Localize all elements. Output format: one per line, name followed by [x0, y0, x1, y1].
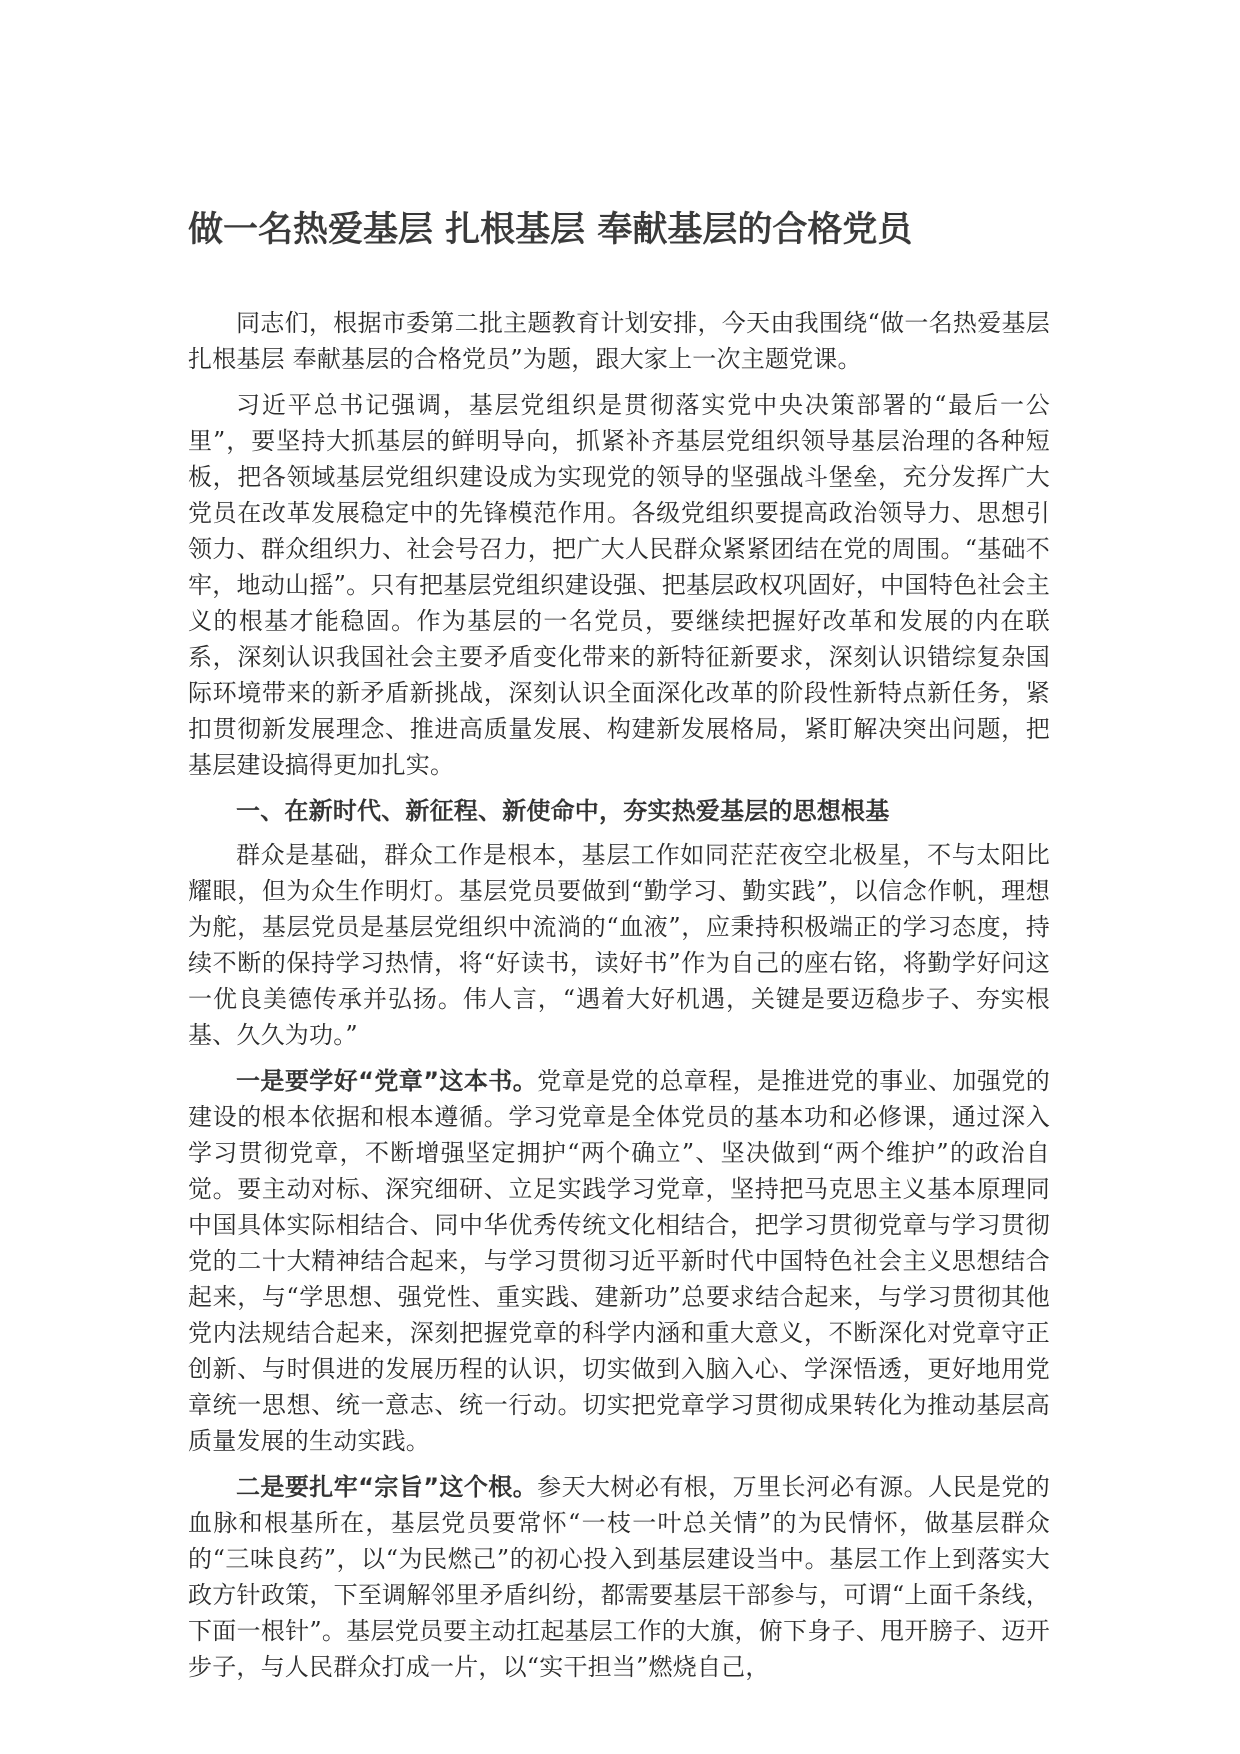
- document-title: 做一名热爱基层 扎根基层 奉献基层的合格党员: [188, 210, 913, 250]
- section-1-paragraph: 群众是基础，群众工作是根本，基层工作如同茫茫夜空北极星，不与太阳比耀眼，但为众生作明灯。基层党员要做到“勤学习、勤实践”，以信念作帆，理想为舵，基层党员是基层党组织中流淌的“血液”，应秉持积极端正的学习态度，持续不断的保持学习热情，将“好读书，读好书”作为自己的座右铭，将勤学好问这一优良美德传承并弘扬。伟人言，“遇着大好机遇，关键是要迈稳步子、夯实根基、久久为功。”: [188, 841, 1050, 1049]
- intro-paragraph: 同志们，根据市委第二批主题教育计划安排，今天由我围绕“做一名热爱基层 扎根基层 奉献基层的合格党员”为题，跟大家上一次主题党课。: [188, 309, 1050, 373]
- point-1-text: 党章是党的总章程，是推进党的事业、加强党的建设的根本依据和根本遵循。学习党章是全体党员的基本功和必修课，通过深入学习贯彻党章，不断增强坚定拥护“两个确立”、坚决做到“两个维护”的政治自觉。要主动对标、深究细研、立足实践学习党章，坚持把马克思主义基本原理同中国具体实际相结合、同中华优秀传统文化相结合，把学习贯彻党章与学习贯彻党的二十大精神结合起来，与学习贯彻习近平新时代中国特色社会主义思想结合起来，与“学思想、强党性、重实践、建新功”总要求结合起来，与学习贯彻其他党内法规结合起来，深刻把握党章的科学内涵和重大意义，不断深化对党章守正创新、与时俱进的发展历程的认识，切实做到入脑入心、学深悟透，更好地用党章统一思想、统一意志、统一行动。切实把党章学习贯彻成果转化为推动基层高质量发展的生动实践。: [188, 1067, 1050, 1455]
- point-1-paragraph: [188, 1063, 1050, 1459]
- point-1-lead: 一是要学好“党章”这本书。: [236, 1067, 538, 1095]
- point-2-lead: 二是要扎牢“宗旨”这个根。: [236, 1473, 538, 1501]
- point-2-paragraph: [188, 1469, 1050, 1685]
- point-2-text: 参天大树必有根，万里长河必有源。人民是党的血脉和根基所在，基层党员要常怀“一枝一叶总关情”的为民情怀，做基层群众的“三味良药”，以“为民燃己”的初心投入到基层建设当中。基层工作上到落实大政方针政策，下至调解邻里矛盾纠纷，都需要基层干部参与，可谓“上面千条线，下面一根针”。基层党员要主动扛起基层工作的大旗，俯下身子、甩开膀子、迈开步子，与人民群众打成一片，以“实干担当”燃烧自己，: [188, 1473, 1050, 1681]
- section-heading-1: 一、在新时代、新征程、新使命中，夯实热爱基层的思想根基: [236, 797, 890, 825]
- context-paragraph: 习近平总书记强调，基层党组织是贯彻落实党中央决策部署的“最后一公里”，要坚持大抓基层的鲜明导向，抓紧补齐基层党组织领导基层治理的各种短板，把各领域基层党组织建设成为实现党的领导的坚强战斗堡垒，充分发挥广大党员在改革发展稳定中的先锋模范作用。各级党组织要提高政治领导力、思想引领力、群众组织力、社会号召力，把广大人民群众紧紧团结在党的周围。“基础不牢，地动山摇”。只有把基层党组织建设强、把基层政权巩固好，中国特色社会主义的根基才能稳固。作为基层的一名党员，要继续把握好改革和发展的内在联系，深刻认识我国社会主要矛盾变化带来的新特征新要求，深刻认识错综复杂国际环境带来的新矛盾新挑战，深刻认识全面深化改革的阶段性新特点新任务，紧扣贯彻新发展理念、推进高质量发展、构建新发展格局，紧盯解决突出问题，把基层建设搞得更加扎实。: [188, 391, 1050, 779]
- document-body: [188, 305, 1050, 1695]
